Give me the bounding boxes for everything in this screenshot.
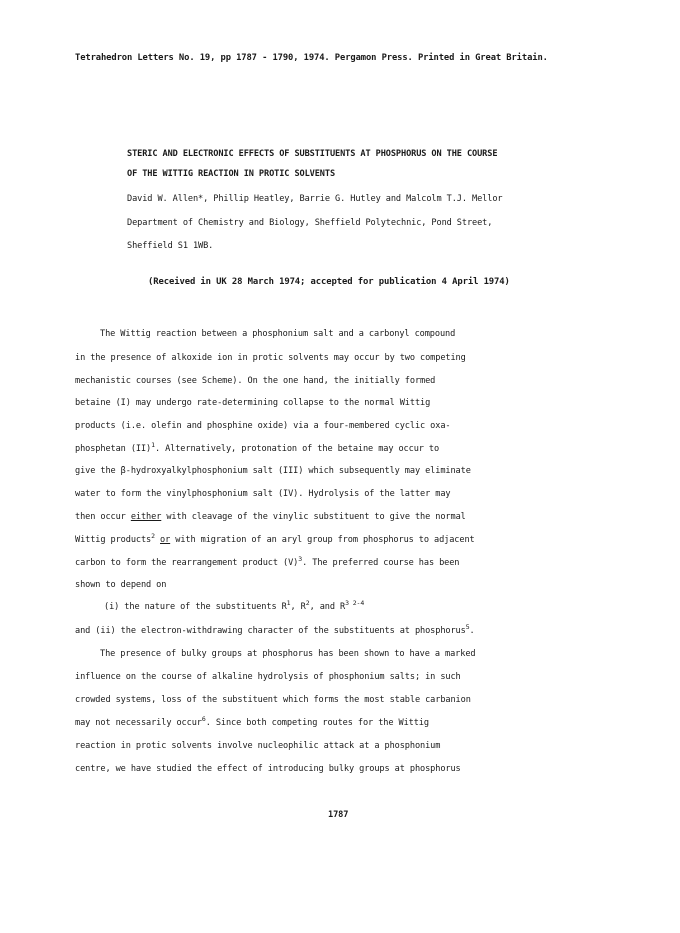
- text-span: . Since both competing routes for the Wittig: [205, 718, 429, 728]
- text-span: , and R: [309, 602, 346, 612]
- body-line: mechanistic courses (see Scheme). On the one hand, the initially formed: [75, 376, 436, 386]
- text-span: , R: [290, 602, 306, 612]
- reference-superscript: 2: [151, 532, 155, 540]
- text-span: may not necessarily occur: [75, 718, 202, 728]
- text-span: (i) the nature of the substituents R: [104, 602, 287, 612]
- body-line: [75, 557, 459, 569]
- reference-superscript: 3: [298, 555, 303, 563]
- reference-superscript: 3 2-4: [345, 599, 365, 607]
- text-span: with migration of an aryl group from phosphorus to adjacent: [170, 535, 475, 545]
- article-title-line-2: OF THE WITTIG REACTION IN PROTIC SOLVENTS: [127, 169, 336, 179]
- body-line: [75, 511, 466, 523]
- body-line: [75, 534, 475, 546]
- body-line: The Wittig reaction between a phosphonium salt and a carbonyl compound: [100, 329, 456, 339]
- body-line: give the β-hydroxyalkylphosphonium salt (III) which subsequently may eliminate: [75, 466, 471, 476]
- list-item-2: [75, 625, 475, 637]
- body-line: The presence of bulky groups at phosphorus has been shown to have a marked: [100, 649, 476, 659]
- text-span: carbon to form the rearrangement product (V): [75, 558, 299, 568]
- emphasis-or: or: [160, 535, 171, 545]
- text-span: . Alternatively, protonation of the betaine may occur to: [154, 444, 440, 454]
- body-line: products (i.e. olefin and phosphine oxide) via a four-membered cyclic oxa-: [75, 421, 451, 431]
- superscript: 1: [286, 599, 291, 607]
- authors: David W. Allen*, Phillip Heatley, Barrie G. Hutley and Malcolm T.J. Mellor: [127, 194, 503, 204]
- body-line: reaction in protic solvents involve nucleophilic attack at a phosphonium: [75, 741, 441, 751]
- body-line: in the presence of alkoxide ion in protic solvents may occur by two competing: [75, 353, 466, 363]
- superscript: 2: [305, 599, 310, 607]
- text-span: . The preferred course has been: [302, 558, 460, 568]
- body-line: betaine (I) may undergo rate-determining collapse to the normal Wittig: [75, 398, 431, 408]
- page-number: 1787: [328, 810, 349, 820]
- text-span: phosphetan (II): [75, 444, 152, 454]
- text-span: Wittig products: [75, 535, 152, 545]
- emphasis-either: either: [130, 512, 162, 522]
- received-date: (Received in UK 28 March 1974; accepted for publication 4 April 1974): [148, 277, 510, 287]
- body-line: water to form the vinylphosphonium salt (IV). Hydrolysis of the latter may: [75, 489, 451, 499]
- body-line: [75, 717, 429, 729]
- body-line: shown to depend on: [75, 580, 167, 590]
- body-line: centre, we have studied the effect of introducing bulky groups at phosphorus: [75, 764, 461, 774]
- article-title-line-1: STERIC AND ELECTRONIC EFFECTS OF SUBSTITUENTS AT PHOSPHORUS ON THE COURSE: [127, 149, 498, 159]
- text-span: with cleavage of the vinylic substituent to give the normal: [161, 512, 466, 522]
- body-line: [75, 443, 439, 455]
- reference-superscript: 1: [151, 441, 155, 449]
- text-span: and (ii) the electron-withdrawing character of the substituents at phosphorus: [75, 626, 466, 636]
- affiliation-line-2: Sheffield S1 1WB.: [127, 241, 214, 251]
- affiliation-line-1: Department of Chemistry and Biology, Sheffield Polytechnic, Pond Street,: [127, 218, 493, 228]
- list-item-1: [104, 601, 364, 613]
- text-span: .: [469, 626, 475, 636]
- journal-header: Tetrahedron Letters No. 19, pp 1787 - 1790, 1974. Pergamon Press. Printed in Great Britain.: [75, 53, 548, 63]
- reference-superscript: 5: [465, 623, 470, 631]
- text-span: then occur: [75, 512, 131, 522]
- reference-superscript: 6: [201, 715, 206, 723]
- body-line: influence on the course of alkaline hydrolysis of phosphonium salts; in such: [75, 672, 461, 682]
- body-line: crowded systems, loss of the substituent which forms the most stable carbanion: [75, 695, 471, 705]
